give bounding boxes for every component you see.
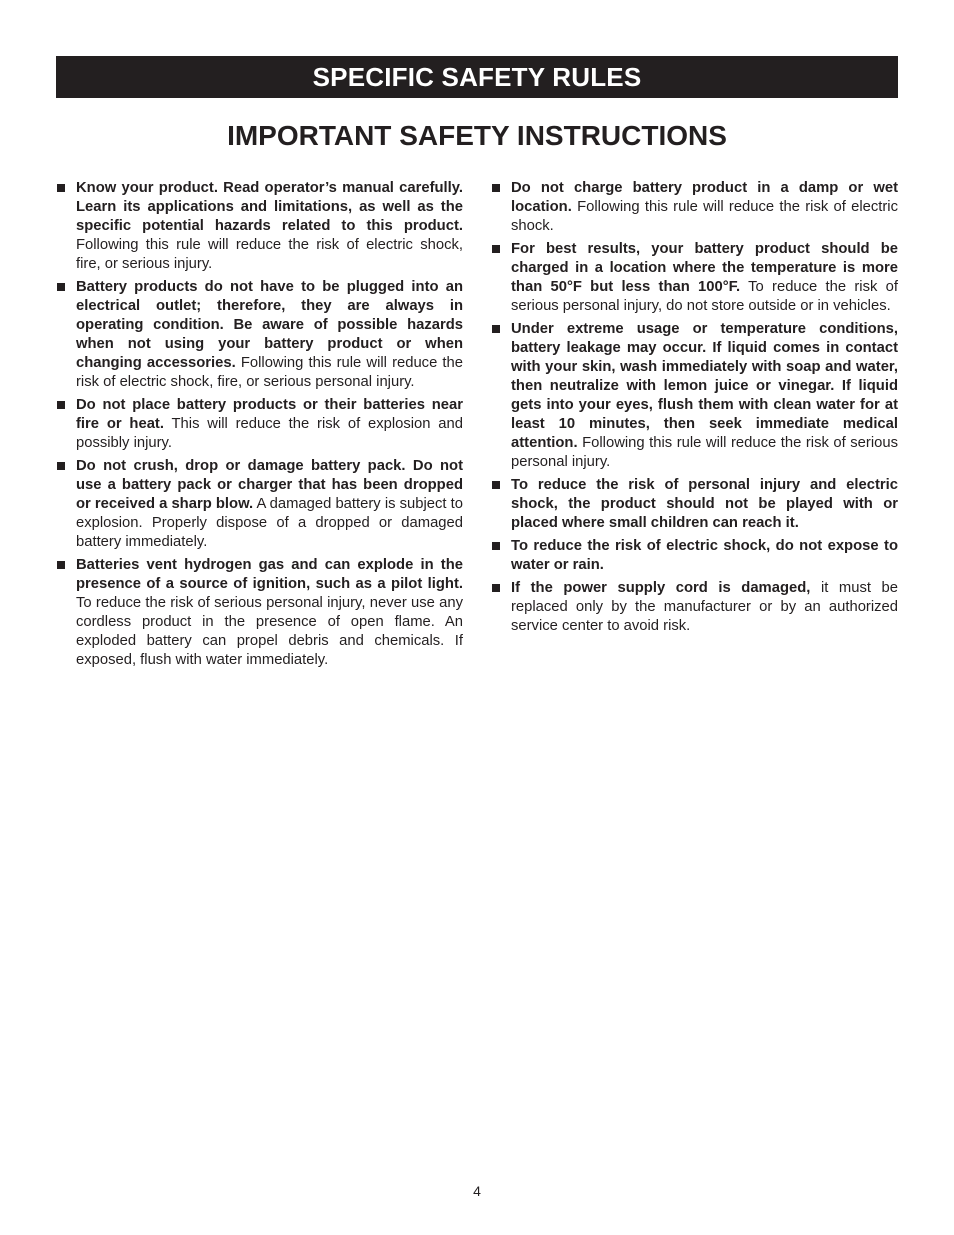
rule-text: To reduce the risk of serious personal injury, never use any cordless product in the presence of open flame. An exploded battery can propel debris and chemicals. If exposed, flush with water immediately. [76,595,463,668]
square-bullet-icon [492,245,500,253]
rule-bold-text: To reduce the risk of electric shock, do not expose to water or rain. [511,538,898,573]
rule-text: Following this rule will reduce the risk of electric shock. [511,199,898,234]
square-bullet-icon [57,561,65,569]
rules-list-left [56,179,463,670]
square-bullet-icon [492,584,500,592]
rule-bold-text: Do not place battery products or their batteries near fire or heat. [76,397,463,432]
rule-bold-text: For best results, your battery product should be charged in a location where the temperature is more than 50°F but less than 100°F. [511,241,898,295]
square-bullet-icon [57,401,65,409]
page-number: 4 [473,1183,481,1199]
rule-text: Following this rule will reduce the risk of electric shock, fire, or serious personal injury. [76,355,463,390]
rule-item [491,476,898,533]
square-bullet-icon [492,481,500,489]
square-bullet-icon [492,325,500,333]
rule-item [491,320,898,472]
banner-title: SPECIFIC SAFETY RULES [312,61,642,92]
rule-item [491,240,898,316]
rule-item [56,278,463,392]
rule-bold-text: Know your product. Read operator’s manual carefully. Learn its applications and limitations, as well as the specific potential hazards related to this product. [76,180,463,234]
rule-bold-text: Batteries vent hydrogen gas and can explode in the presence of a source of ignition, such as a pilot light. [76,557,463,592]
rule-text: A damaged battery is subject to explosion. Properly dispose of a dropped or damaged battery immediately. [76,496,463,550]
rule-text: Following this rule will reduce the risk of serious personal injury. [511,435,898,470]
rule-bold-text: Battery products do not have to be plugged into an electrical outlet; therefore, they are always in operating condition. Be aware of possible hazards when not using your battery product or when changing accessories. [76,279,463,371]
rule-item [56,179,463,274]
square-bullet-icon [57,283,65,291]
rule-text: Following this rule will reduce the risk of electric shock, fire, or serious injury. [76,237,463,272]
rule-item [56,396,463,453]
left-column [56,179,463,674]
rule-text: it must be replaced only by the manufacturer or by an authorized service center to avoid risk. [511,580,898,634]
section-banner [56,56,898,98]
rule-bold-text: Do not crush, drop or damage battery pack. Do not use a battery pack or charger that has been dropped or received a sharp blow. [76,458,463,512]
square-bullet-icon [492,542,500,550]
rule-bold-text: If the power supply cord is damaged, [511,580,811,596]
rule-text: This will reduce the risk of explosion and possibly injury. [76,416,464,451]
square-bullet-icon [492,184,500,192]
rule-bold-text: To reduce the risk of personal injury and electric shock, the product should not be played with or placed where small children can reach it. [511,477,898,531]
rule-bold-text: Do not charge battery product in a damp or wet location. [511,180,898,215]
rule-item [491,579,898,636]
rules-list-right [491,179,898,636]
rule-text: To reduce the risk of serious personal injury, do not store outside or in vehicles. [511,279,898,314]
rule-bold-text: Under extreme usage or temperature conditions, battery leakage may occur. If liquid comes in contact with your skin, wash immediately with soap and water, then neutralize with lemon juice or vinegar. If liquid gets into your eyes, flush them with clean water for at least 10 minutes, then seek immediate medical attention. [511,321,898,451]
square-bullet-icon [57,462,65,470]
right-column [491,179,898,640]
rule-item [56,457,463,552]
rule-item [491,179,898,236]
square-bullet-icon [57,184,65,192]
page-subheading: IMPORTANT SAFETY INSTRUCTIONS [227,120,727,151]
rule-item [491,537,898,575]
rule-item [56,556,463,670]
